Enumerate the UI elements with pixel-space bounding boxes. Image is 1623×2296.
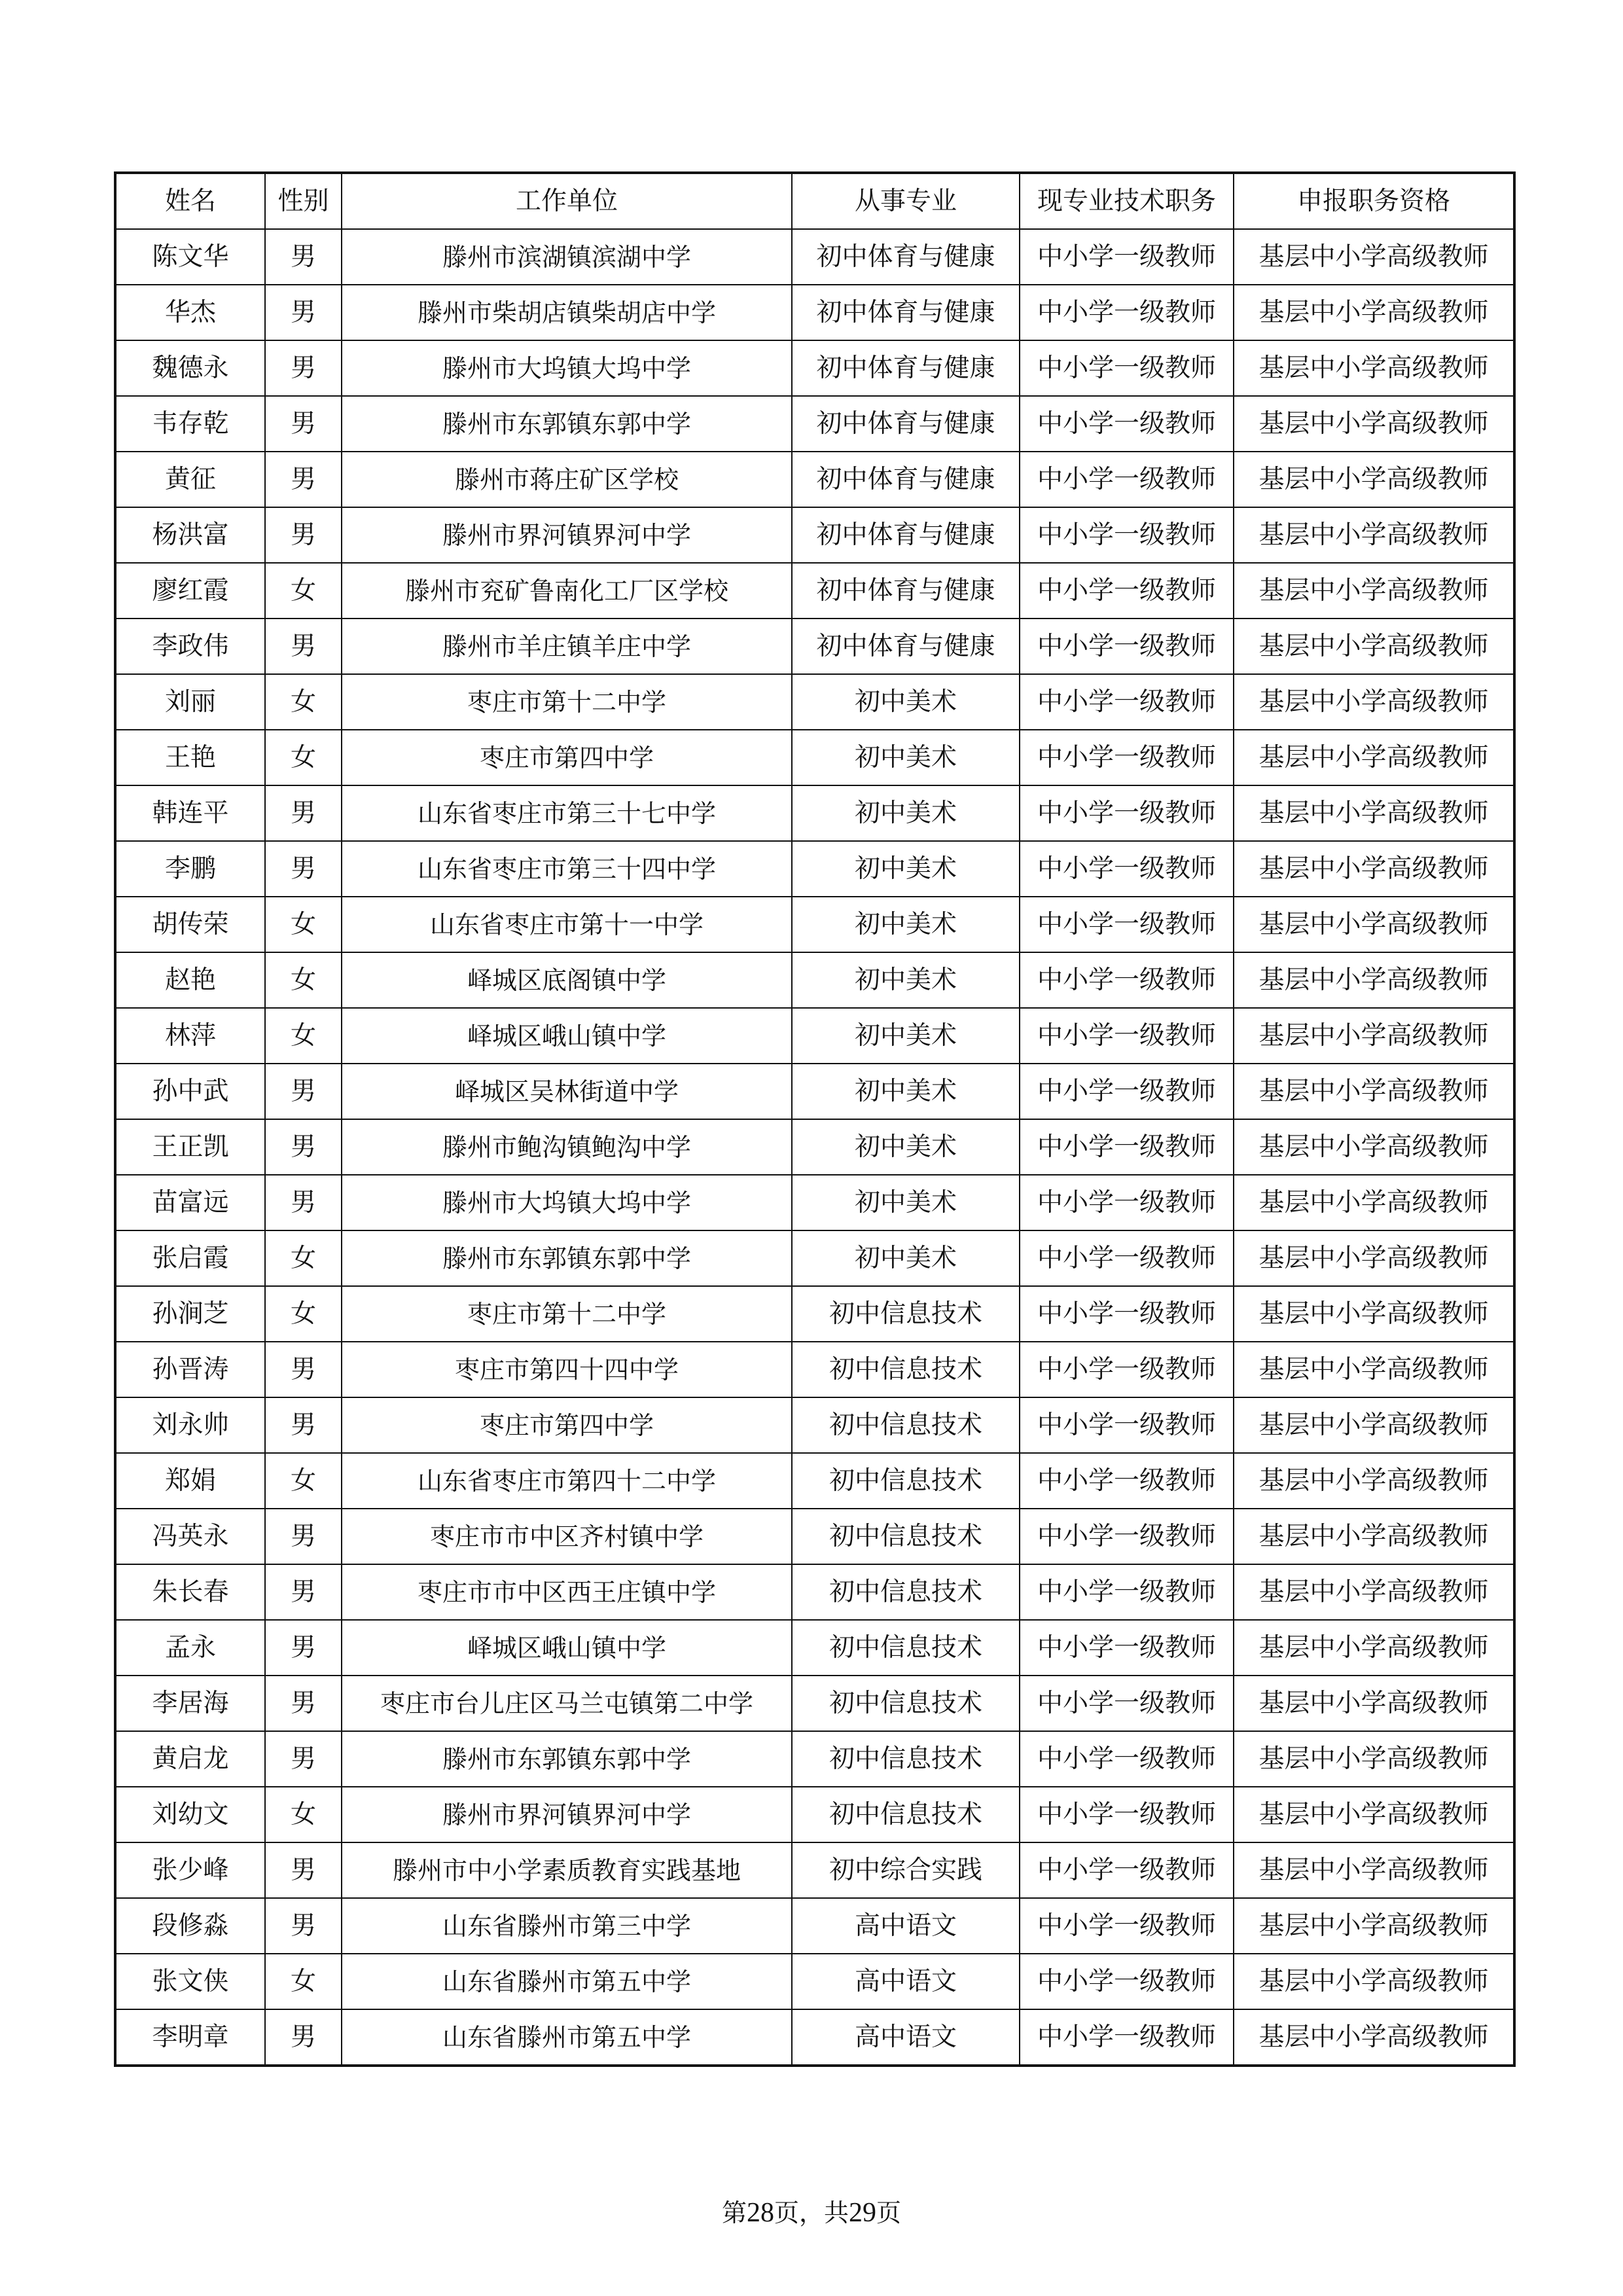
cell-work-unit: 滕州市东郭镇东郭中学	[342, 1230, 792, 1286]
cell-applied-qualification: 基层中小学高级教师	[1234, 1564, 1514, 1620]
table-row	[115, 1119, 1514, 1175]
cell-current-title: 中小学一级教师	[1020, 1954, 1234, 2009]
cell-specialty: 初中信息技术	[792, 1453, 1020, 1509]
cell-specialty: 初中体育与健康	[792, 507, 1020, 563]
table-row	[115, 452, 1514, 507]
cell-work-unit: 滕州市滨湖镇滨湖中学	[342, 229, 792, 285]
cell-specialty: 初中信息技术	[792, 1564, 1020, 1620]
cell-applied-qualification: 基层中小学高级教师	[1234, 674, 1514, 730]
table-row	[115, 1620, 1514, 1676]
cell-name: 张启霞	[115, 1230, 265, 1286]
table-row	[115, 1731, 1514, 1787]
cell-current-title: 中小学一级教师	[1020, 1787, 1234, 1842]
cell-work-unit: 枣庄市第十二中学	[342, 1286, 792, 1342]
cell-applied-qualification: 基层中小学高级教师	[1234, 1731, 1514, 1787]
page-footer	[0, 2193, 1623, 2229]
cell-name: 李政伟	[115, 619, 265, 674]
cell-current-title: 中小学一级教师	[1020, 1564, 1234, 1620]
cell-gender: 男	[265, 285, 342, 340]
cell-name: 孙涧芝	[115, 1286, 265, 1342]
cell-applied-qualification: 基层中小学高级教师	[1234, 285, 1514, 340]
table-row	[115, 1397, 1514, 1453]
cell-gender: 男	[265, 1842, 342, 1898]
cell-applied-qualification: 基层中小学高级教师	[1234, 2009, 1514, 2066]
cell-specialty: 初中美术	[792, 1119, 1020, 1175]
cell-current-title: 中小学一级教师	[1020, 841, 1234, 897]
table-row	[115, 1676, 1514, 1731]
cell-gender: 男	[265, 1564, 342, 1620]
cell-work-unit: 滕州市柴胡店镇柴胡店中学	[342, 285, 792, 340]
cell-applied-qualification: 基层中小学高级教师	[1234, 1008, 1514, 1064]
cell-specialty: 初中美术	[792, 841, 1020, 897]
cell-gender: 男	[265, 1731, 342, 1787]
table-row	[115, 1898, 1514, 1954]
cell-gender: 女	[265, 952, 342, 1008]
cell-specialty: 高中语文	[792, 2009, 1020, 2066]
table-row	[115, 897, 1514, 952]
cell-current-title: 中小学一级教师	[1020, 2009, 1234, 2066]
cell-specialty: 初中信息技术	[792, 1676, 1020, 1731]
cell-gender: 女	[265, 730, 342, 785]
cell-gender: 男	[265, 507, 342, 563]
cell-name: 郑娟	[115, 1453, 265, 1509]
cell-gender: 女	[265, 897, 342, 952]
cell-work-unit: 滕州市东郭镇东郭中学	[342, 396, 792, 452]
cell-applied-qualification: 基层中小学高级教师	[1234, 841, 1514, 897]
cell-current-title: 中小学一级教师	[1020, 452, 1234, 507]
cell-specialty: 初中体育与健康	[792, 396, 1020, 452]
cell-current-title: 中小学一级教师	[1020, 1119, 1234, 1175]
table-row	[115, 1064, 1514, 1119]
footer-middle: 页，共	[774, 2198, 849, 2227]
cell-work-unit: 山东省枣庄市第三十七中学	[342, 785, 792, 841]
cell-name: 孙晋涛	[115, 1342, 265, 1397]
cell-gender: 男	[265, 2009, 342, 2066]
cell-name: 孙中武	[115, 1064, 265, 1119]
cell-applied-qualification: 基层中小学高级教师	[1234, 785, 1514, 841]
cell-current-title: 中小学一级教师	[1020, 730, 1234, 785]
cell-current-title: 中小学一级教师	[1020, 1230, 1234, 1286]
table-row	[115, 1342, 1514, 1397]
cell-work-unit: 滕州市鲍沟镇鲍沟中学	[342, 1119, 792, 1175]
table-row	[115, 340, 1514, 396]
table-row	[115, 785, 1514, 841]
table-row	[115, 1008, 1514, 1064]
cell-current-title: 中小学一级教师	[1020, 1620, 1234, 1676]
cell-work-unit: 山东省滕州市第五中学	[342, 2009, 792, 2066]
cell-current-title: 中小学一级教师	[1020, 674, 1234, 730]
cell-name: 冯英永	[115, 1509, 265, 1564]
cell-gender: 女	[265, 563, 342, 619]
cell-specialty: 初中信息技术	[792, 1731, 1020, 1787]
cell-current-title: 中小学一级教师	[1020, 229, 1234, 285]
cell-specialty: 高中语文	[792, 1954, 1020, 2009]
cell-specialty: 高中语文	[792, 1898, 1020, 1954]
cell-current-title: 中小学一级教师	[1020, 1008, 1234, 1064]
cell-name: 黄启龙	[115, 1731, 265, 1787]
cell-gender: 女	[265, 1008, 342, 1064]
cell-gender: 男	[265, 1397, 342, 1453]
cell-name: 韦存乾	[115, 396, 265, 452]
cell-work-unit: 枣庄市市中区齐村镇中学	[342, 1509, 792, 1564]
cell-applied-qualification: 基层中小学高级教师	[1234, 1119, 1514, 1175]
cell-specialty: 初中信息技术	[792, 1286, 1020, 1342]
cell-name: 胡传荣	[115, 897, 265, 952]
table-row	[115, 1286, 1514, 1342]
table-row	[115, 396, 1514, 452]
cell-name: 廖红霞	[115, 563, 265, 619]
cell-name: 魏德永	[115, 340, 265, 396]
table-row	[115, 1230, 1514, 1286]
cell-current-title: 中小学一级教师	[1020, 952, 1234, 1008]
header-work-unit: 工作单位	[342, 173, 792, 229]
cell-specialty: 初中信息技术	[792, 1397, 1020, 1453]
cell-work-unit: 滕州市大坞镇大坞中学	[342, 340, 792, 396]
cell-work-unit: 峄城区峨山镇中学	[342, 1008, 792, 1064]
cell-work-unit: 山东省枣庄市第十一中学	[342, 897, 792, 952]
cell-specialty: 初中信息技术	[792, 1787, 1020, 1842]
footer-total-pages: 29	[849, 2198, 876, 2228]
cell-name: 刘永帅	[115, 1397, 265, 1453]
table-row	[115, 1509, 1514, 1564]
table-row	[115, 1175, 1514, 1230]
cell-work-unit: 滕州市中小学素质教育实践基地	[342, 1842, 792, 1898]
cell-current-title: 中小学一级教师	[1020, 1453, 1234, 1509]
cell-applied-qualification: 基层中小学高级教师	[1234, 1397, 1514, 1453]
cell-applied-qualification: 基层中小学高级教师	[1234, 1509, 1514, 1564]
cell-current-title: 中小学一级教师	[1020, 285, 1234, 340]
cell-gender: 男	[265, 229, 342, 285]
table-row	[115, 1787, 1514, 1842]
cell-specialty: 初中体育与健康	[792, 619, 1020, 674]
cell-applied-qualification: 基层中小学高级教师	[1234, 340, 1514, 396]
cell-name: 苗富远	[115, 1175, 265, 1230]
cell-specialty: 初中美术	[792, 1064, 1020, 1119]
cell-specialty: 初中美术	[792, 897, 1020, 952]
roster-table	[114, 171, 1516, 2067]
cell-applied-qualification: 基层中小学高级教师	[1234, 229, 1514, 285]
cell-work-unit: 滕州市界河镇界河中学	[342, 1787, 792, 1842]
cell-current-title: 中小学一级教师	[1020, 1898, 1234, 1954]
cell-applied-qualification: 基层中小学高级教师	[1234, 563, 1514, 619]
cell-applied-qualification: 基层中小学高级教师	[1234, 897, 1514, 952]
cell-specialty: 初中美术	[792, 1175, 1020, 1230]
cell-work-unit: 枣庄市第四中学	[342, 730, 792, 785]
cell-gender: 女	[265, 1286, 342, 1342]
header-gender: 性别	[265, 173, 342, 229]
table-row	[115, 952, 1514, 1008]
cell-gender: 男	[265, 1898, 342, 1954]
header-name: 姓名	[115, 173, 265, 229]
cell-gender: 男	[265, 785, 342, 841]
cell-name: 刘丽	[115, 674, 265, 730]
cell-applied-qualification: 基层中小学高级教师	[1234, 507, 1514, 563]
table-row	[115, 841, 1514, 897]
header-specialty: 从事专业	[792, 173, 1020, 229]
cell-applied-qualification: 基层中小学高级教师	[1234, 1064, 1514, 1119]
cell-gender: 男	[265, 396, 342, 452]
cell-name: 张文侠	[115, 1954, 265, 2009]
cell-name: 王艳	[115, 730, 265, 785]
cell-applied-qualification: 基层中小学高级教师	[1234, 396, 1514, 452]
table-row	[115, 507, 1514, 563]
cell-specialty: 初中体育与健康	[792, 563, 1020, 619]
cell-work-unit: 滕州市羊庄镇羊庄中学	[342, 619, 792, 674]
cell-gender: 男	[265, 452, 342, 507]
cell-current-title: 中小学一级教师	[1020, 1064, 1234, 1119]
cell-specialty: 初中美术	[792, 1230, 1020, 1286]
cell-applied-qualification: 基层中小学高级教师	[1234, 1620, 1514, 1676]
cell-gender: 男	[265, 1064, 342, 1119]
cell-specialty: 初中体育与健康	[792, 452, 1020, 507]
cell-name: 孟永	[115, 1620, 265, 1676]
cell-specialty: 初中美术	[792, 730, 1020, 785]
cell-current-title: 中小学一级教师	[1020, 1286, 1234, 1342]
cell-work-unit: 峄城区吴林街道中学	[342, 1064, 792, 1119]
cell-applied-qualification: 基层中小学高级教师	[1234, 1676, 1514, 1731]
cell-specialty: 初中美术	[792, 785, 1020, 841]
cell-current-title: 中小学一级教师	[1020, 563, 1234, 619]
cell-applied-qualification: 基层中小学高级教师	[1234, 1175, 1514, 1230]
cell-current-title: 中小学一级教师	[1020, 897, 1234, 952]
footer-prefix: 第	[721, 2198, 747, 2227]
cell-applied-qualification: 基层中小学高级教师	[1234, 730, 1514, 785]
table-row	[115, 619, 1514, 674]
cell-specialty: 初中美术	[792, 952, 1020, 1008]
header-row	[115, 173, 1514, 229]
cell-gender: 男	[265, 1342, 342, 1397]
cell-work-unit: 枣庄市第十二中学	[342, 674, 792, 730]
cell-specialty: 初中信息技术	[792, 1342, 1020, 1397]
cell-gender: 男	[265, 1175, 342, 1230]
cell-current-title: 中小学一级教师	[1020, 1509, 1234, 1564]
cell-current-title: 中小学一级教师	[1020, 1731, 1234, 1787]
cell-name: 林萍	[115, 1008, 265, 1064]
table-row	[115, 1954, 1514, 2009]
cell-applied-qualification: 基层中小学高级教师	[1234, 452, 1514, 507]
table-body	[115, 229, 1514, 2066]
header-current-title: 现专业技术职务	[1020, 173, 1234, 229]
cell-gender: 男	[265, 1119, 342, 1175]
cell-applied-qualification: 基层中小学高级教师	[1234, 1286, 1514, 1342]
table-row	[115, 1842, 1514, 1898]
table-row	[115, 730, 1514, 785]
cell-name: 黄征	[115, 452, 265, 507]
header-applied-qualification: 申报职务资格	[1234, 173, 1514, 229]
cell-specialty: 初中信息技术	[792, 1509, 1020, 1564]
cell-work-unit: 滕州市界河镇界河中学	[342, 507, 792, 563]
table-row	[115, 1564, 1514, 1620]
cell-current-title: 中小学一级教师	[1020, 1397, 1234, 1453]
cell-gender: 女	[265, 1230, 342, 1286]
cell-gender: 男	[265, 841, 342, 897]
cell-current-title: 中小学一级教师	[1020, 619, 1234, 674]
table-row	[115, 229, 1514, 285]
table-row	[115, 563, 1514, 619]
cell-current-title: 中小学一级教师	[1020, 1676, 1234, 1731]
cell-applied-qualification: 基层中小学高级教师	[1234, 1342, 1514, 1397]
cell-current-title: 中小学一级教师	[1020, 340, 1234, 396]
cell-applied-qualification: 基层中小学高级教师	[1234, 619, 1514, 674]
cell-work-unit: 滕州市大坞镇大坞中学	[342, 1175, 792, 1230]
cell-current-title: 中小学一级教师	[1020, 1342, 1234, 1397]
cell-specialty: 初中美术	[792, 1008, 1020, 1064]
cell-name: 韩连平	[115, 785, 265, 841]
cell-applied-qualification: 基层中小学高级教师	[1234, 1954, 1514, 2009]
cell-work-unit: 枣庄市台儿庄区马兰屯镇第二中学	[342, 1676, 792, 1731]
cell-work-unit: 滕州市蒋庄矿区学校	[342, 452, 792, 507]
cell-name: 杨洪富	[115, 507, 265, 563]
cell-gender: 女	[265, 1453, 342, 1509]
cell-current-title: 中小学一级教师	[1020, 396, 1234, 452]
cell-work-unit: 滕州市东郭镇东郭中学	[342, 1731, 792, 1787]
cell-applied-qualification: 基层中小学高级教师	[1234, 952, 1514, 1008]
cell-current-title: 中小学一级教师	[1020, 1175, 1234, 1230]
cell-name: 李明章	[115, 2009, 265, 2066]
cell-name: 陈文华	[115, 229, 265, 285]
cell-work-unit: 山东省枣庄市第四十二中学	[342, 1453, 792, 1509]
cell-work-unit: 滕州市兖矿鲁南化工厂区学校	[342, 563, 792, 619]
table-row	[115, 285, 1514, 340]
cell-gender: 男	[265, 1509, 342, 1564]
cell-gender: 女	[265, 1954, 342, 2009]
cell-gender: 女	[265, 674, 342, 730]
cell-work-unit: 山东省滕州市第三中学	[342, 1898, 792, 1954]
cell-work-unit: 枣庄市第四十四中学	[342, 1342, 792, 1397]
cell-current-title: 中小学一级教师	[1020, 1842, 1234, 1898]
cell-applied-qualification: 基层中小学高级教师	[1234, 1453, 1514, 1509]
cell-name: 朱长春	[115, 1564, 265, 1620]
cell-applied-qualification: 基层中小学高级教师	[1234, 1787, 1514, 1842]
cell-work-unit: 峄城区峨山镇中学	[342, 1620, 792, 1676]
table-row	[115, 2009, 1514, 2066]
cell-work-unit: 峄城区底阁镇中学	[342, 952, 792, 1008]
cell-gender: 男	[265, 619, 342, 674]
cell-specialty: 初中综合实践	[792, 1842, 1020, 1898]
cell-gender: 女	[265, 1787, 342, 1842]
cell-specialty: 初中体育与健康	[792, 229, 1020, 285]
table-header	[115, 173, 1514, 229]
cell-gender: 男	[265, 1676, 342, 1731]
footer-suffix: 页	[876, 2198, 902, 2227]
footer-page-number: 28	[746, 2198, 774, 2228]
cell-name: 赵艳	[115, 952, 265, 1008]
cell-work-unit: 枣庄市第四中学	[342, 1397, 792, 1453]
cell-gender: 男	[265, 1620, 342, 1676]
cell-current-title: 中小学一级教师	[1020, 785, 1234, 841]
cell-work-unit: 枣庄市市中区西王庄镇中学	[342, 1564, 792, 1620]
table-row	[115, 674, 1514, 730]
cell-applied-qualification: 基层中小学高级教师	[1234, 1230, 1514, 1286]
cell-specialty: 初中信息技术	[792, 1620, 1020, 1676]
cell-current-title: 中小学一级教师	[1020, 507, 1234, 563]
cell-name: 刘幼文	[115, 1787, 265, 1842]
table-row	[115, 1453, 1514, 1509]
cell-name: 李鹏	[115, 841, 265, 897]
cell-work-unit: 山东省滕州市第五中学	[342, 1954, 792, 2009]
cell-name: 王正凯	[115, 1119, 265, 1175]
cell-gender: 男	[265, 340, 342, 396]
cell-applied-qualification: 基层中小学高级教师	[1234, 1898, 1514, 1954]
cell-name: 段修淼	[115, 1898, 265, 1954]
cell-specialty: 初中美术	[792, 674, 1020, 730]
cell-specialty: 初中体育与健康	[792, 285, 1020, 340]
cell-work-unit: 山东省枣庄市第三十四中学	[342, 841, 792, 897]
cell-name: 华杰	[115, 285, 265, 340]
cell-name: 张少峰	[115, 1842, 265, 1898]
cell-applied-qualification: 基层中小学高级教师	[1234, 1842, 1514, 1898]
cell-specialty: 初中体育与健康	[792, 340, 1020, 396]
cell-name: 李居海	[115, 1676, 265, 1731]
